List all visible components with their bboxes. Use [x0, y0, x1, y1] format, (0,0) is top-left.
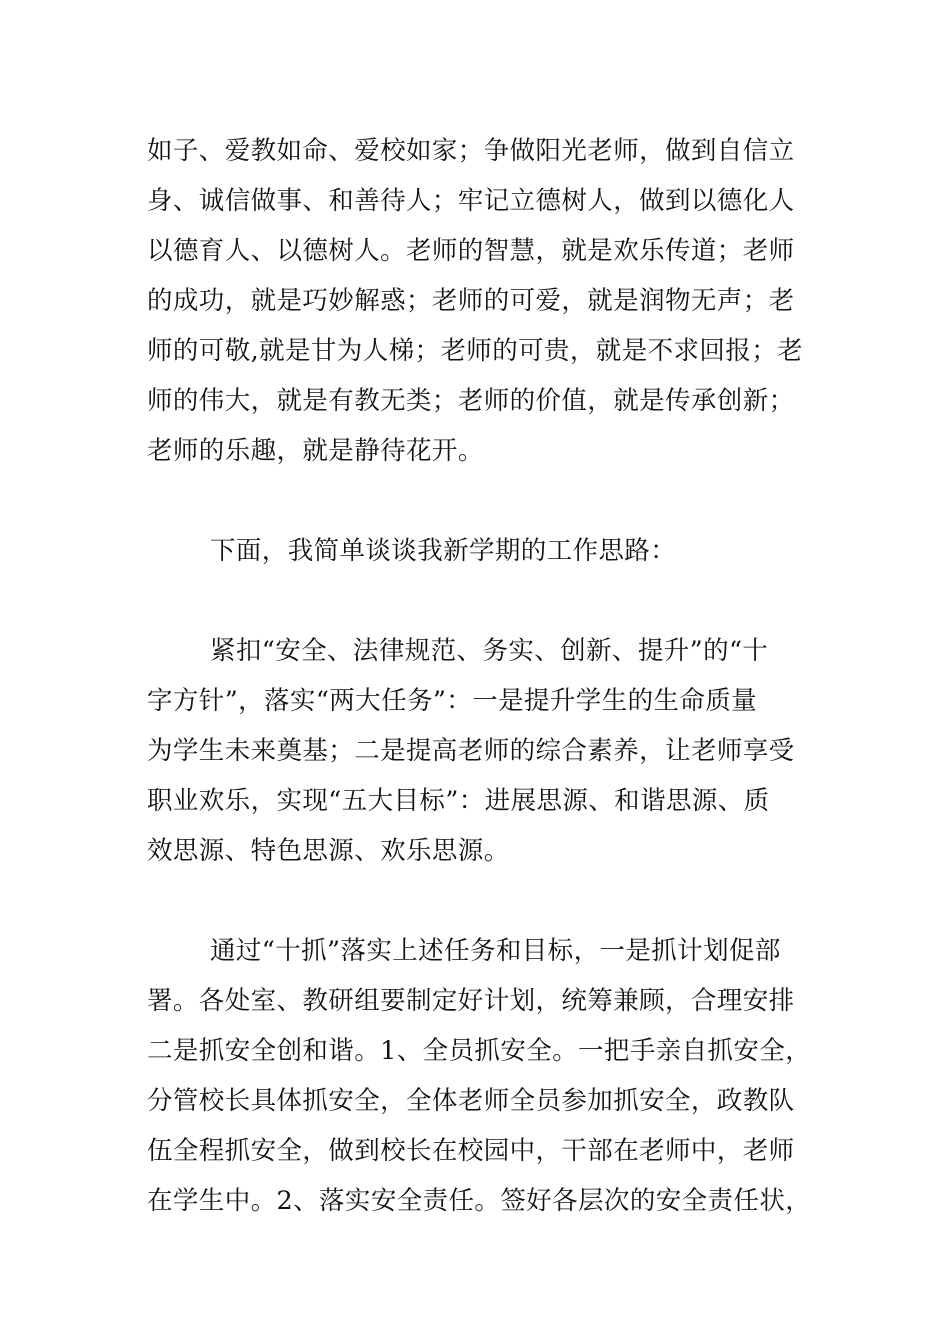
text-line: 紧扣“安全、法律规范、务实、创新、提升”的“十 [210, 636, 769, 666]
text-line: 职业欢乐，实现“五大目标”：进展思源、和谐思源、质 [147, 786, 770, 816]
text-line: 伍全程抓安全，做到校长在校园中，干部在老师中，老师 [147, 1136, 795, 1166]
text-line: 师的伟大，就是有教无类；老师的价值，就是传承创新； [147, 386, 795, 416]
text-line: 二是抓安全创和谐。1、全员抓安全。一把手亲自抓安全， [147, 1036, 812, 1066]
text-line: 以德育人、以德树人。老师的智慧，就是欢乐传道；老师 [147, 236, 795, 266]
text-line: 分管校长具体抓安全，全体老师全员参加抓安全，政教队 [147, 1086, 795, 1116]
text-line: 师的可敬,就是甘为人梯；老师的可贵，就是不求回报；老 [147, 336, 804, 366]
text-line: 下面，我简单谈谈我新学期的工作思路： [210, 536, 677, 566]
text-line: 老师的乐趣，就是静待花开。 [147, 436, 484, 466]
text-line: 身、诚信做事、和善待人；牢记立德树人，做到以德化人 [147, 186, 795, 216]
text-line: 通过“十抓”落实上述任务和目标，一是抓计划促部 [210, 936, 781, 966]
text-line: 署。各处室、教研组要制定好计划，统筹兼顾，合理安排 [147, 986, 795, 1016]
text-line: 如子、爱教如命、爱校如家；争做阳光老师，做到自信立 [147, 136, 795, 166]
text-line: 的成功，就是巧妙解惑；老师的可爱，就是润物无声；老 [147, 286, 795, 316]
text-line: 为学生未来奠基；二是提高老师的综合素养，让老师享受 [147, 736, 795, 766]
text-line: 在学生中。2、落实安全责任。签好各层次的安全责任状， [147, 1186, 812, 1216]
text-line: 效思源、特色思源、欢乐思源。 [147, 836, 510, 866]
text-line: 字方针”，落实“两大任务”：一是提升学生的生命质量 [147, 686, 758, 716]
